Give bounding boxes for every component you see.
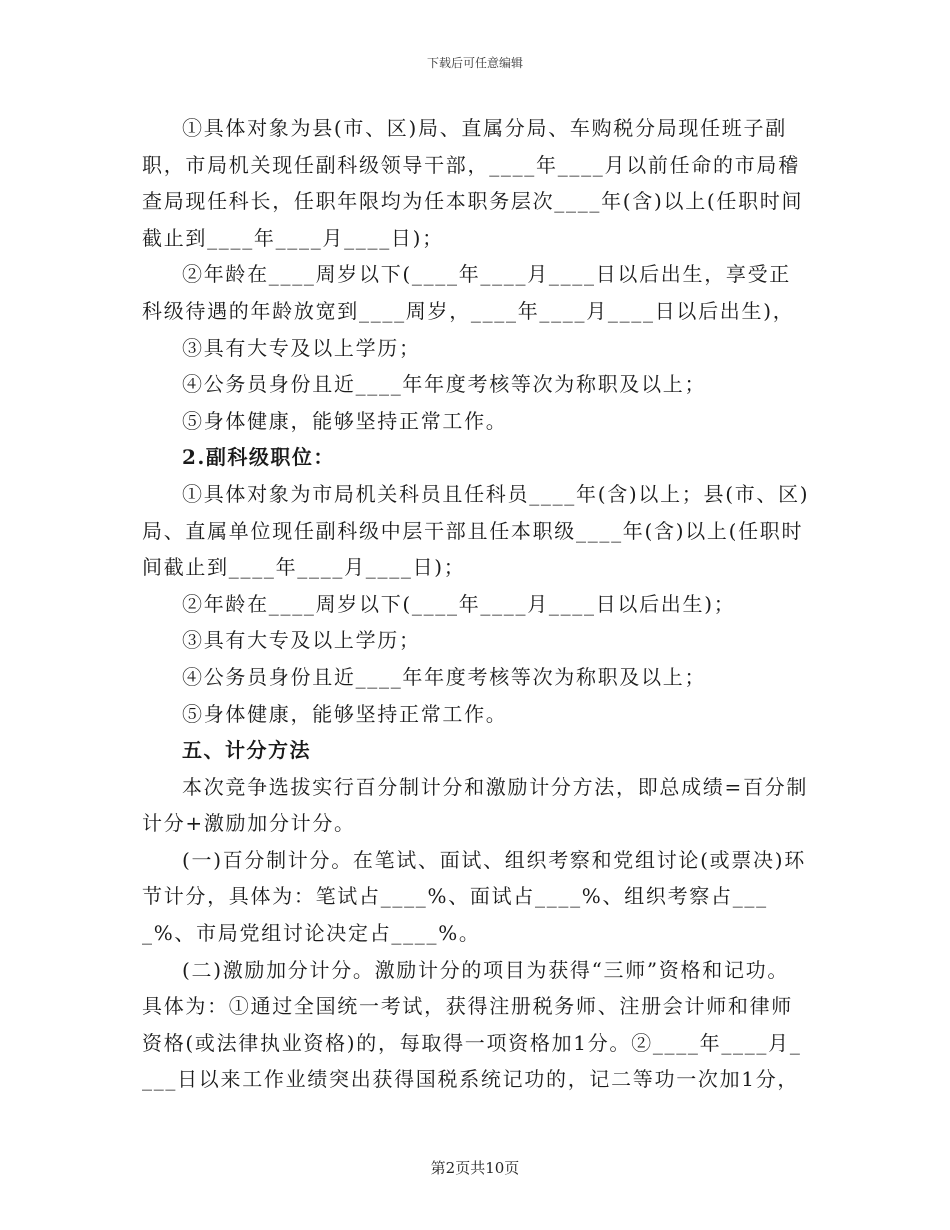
section-heading: 五、计分方法 — [182, 738, 311, 763]
paragraph-7: ①具体对象为市局机关科员且任科员____年(含)以上；县(市、区)局、直属单位现任副科级中层干部且任本职级____年(含)以上(任职时间截止到____年____月____日)； — [142, 481, 810, 580]
paragraph-8: ②年龄在____周岁以下(____年____月____日以后出生)； — [182, 591, 736, 616]
paragraph-14: (一)百分制计分。在笔试、面试、组织考察和党组讨论(或票决)环节计分，具体为：笔试占____%、面试占____%、组织考察占____%、市局党组讨论决定占____%。 — [142, 847, 806, 946]
paragraph-4: ④公务员身份且近____年年度考核等次为称职及以上； — [182, 372, 707, 397]
page-header: 下载后可任意编辑 — [426, 56, 523, 70]
page-footer: 第2页共10页 — [430, 1159, 520, 1177]
paragraph-11: ⑤身体健康，能够坚持正常工作。 — [182, 701, 508, 726]
paragraph-2: ②年龄在____周岁以下(____年____月____日以后出生，享受正科级待遇的年龄放宽到____周岁，____年____月____日以后出生)， — [142, 262, 795, 323]
paragraph-10: ④公务员身份且近____年年度考核等次为称职及以上； — [182, 664, 707, 689]
subsection-heading: 2.副科级职位： — [182, 445, 335, 470]
paragraph-3: ③具有大专及以上学历； — [182, 335, 421, 360]
paragraph-5: ⑤身体健康，能够坚持正常工作。 — [182, 408, 508, 433]
paragraph-13: 本次竞争选拔实行百分制计分和激励计分方法，即总成绩=百分制计分+激励加分计分。 — [142, 774, 809, 836]
paragraph-9: ③具有大专及以上学历； — [182, 628, 421, 653]
paragraph-1: ①具体对象为县(市、区)局、直属分局、车购税分局现任班子副职，市局机关现任副科级领导干部，____年____月以前任命的市局稽查局现任科长，任职年限均为任本职务层次____年(含)以上(任职时间截止到____年____月____日)； — [142, 116, 804, 250]
paragraph-15: (二)激励加分计分。激励计分的项目为获得“三师”资格和记功。具体为：①通过全国统一考试，获得注册税务师、注册会计师和律师资格(或法律执业资格)的，每取得一项资格加1分。②____年____月____日以来工作业绩突出获得国税系统记功的，记二等功一次加1分， — [142, 957, 802, 1092]
document-body — [142, 110, 810, 1098]
